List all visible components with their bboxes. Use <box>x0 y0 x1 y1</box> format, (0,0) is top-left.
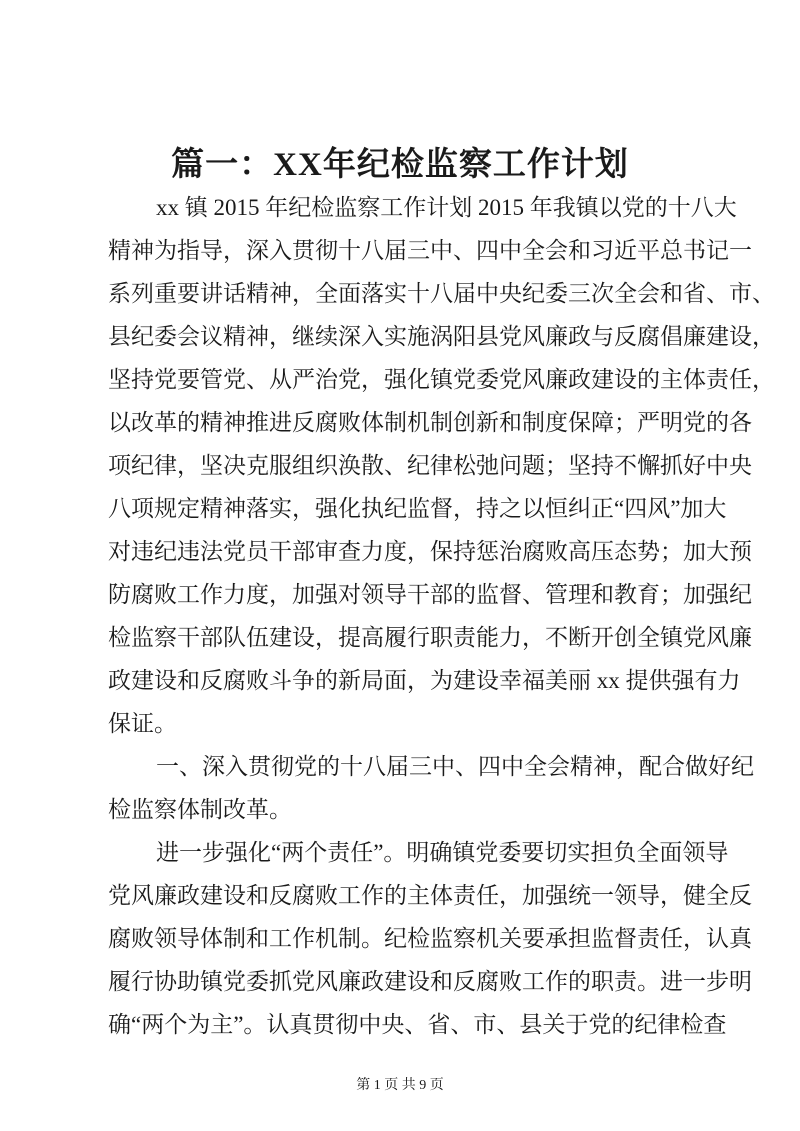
page-footer: 第 1 页 共 9 页 <box>356 1078 444 1093</box>
text-line: 党风廉政建设和反腐败工作的主体责任，加强统一领导，健全反 <box>108 883 752 908</box>
text-line: 腐败领导体制和工作机制。纪检监察机关要承担监督责任，认真 <box>108 926 752 951</box>
text-line: 检监察体制改革。 <box>108 797 292 822</box>
paragraph <box>108 749 754 835</box>
text-line: 保证。 <box>108 711 177 736</box>
text-line: 一、深入贯彻党的十八届三中、四中全会精神，配合做好纪 <box>156 754 754 779</box>
text-line: 防腐败工作力度，加强对领导干部的监督、管理和教育；加强纪 <box>108 582 752 607</box>
text-line: 县纪委会议精神，继续深入实施涡阳县党风廉政与反腐倡廉建设， <box>108 324 775 349</box>
document-body <box>108 190 775 1050</box>
text-line: 八项规定精神落实，强化执纪监督，持之以恒纠正“四风”加大 <box>108 496 727 521</box>
text-line: 系列重要讲话精神，全面落实十八届中央纪委三次全会和省、市、 <box>108 281 775 306</box>
paragraph <box>108 835 752 1050</box>
text-line: 以改革的精神推进反腐败体制机制创新和制度保障；严明党的各 <box>108 410 752 435</box>
text-line: xx 镇 2015 年纪检监察工作计划 2015 年我镇以党的十八大 <box>156 195 737 220</box>
text-line: 政建设和反腐败斗争的新局面，为建设幸福美丽 xx 提供强有力 <box>108 668 741 693</box>
text-line: 进一步强化“两个责任”。明确镇党委要切实担负全面领导 <box>156 840 729 865</box>
text-line: 精神为指导，深入贯彻十八届三中、四中全会和习近平总书记一 <box>108 238 752 263</box>
text-line: 检监察干部队伍建设，提高履行职责能力，不断开创全镇党风廉 <box>108 625 752 650</box>
text-line: 对违纪违法党员干部审查力度，保持惩治腐败高压态势；加大预 <box>108 539 752 564</box>
text-line: 坚持党要管党、从严治党，强化镇党委党风廉政建设的主体责任， <box>108 367 775 392</box>
text-line: 项纪律，坚决克服组织涣散、纪律松弛问题；坚持不懈抓好中央 <box>108 453 752 478</box>
text-line: 确“两个为主”。认真贯彻中央、省、市、县关于党的纪律检查 <box>108 1012 727 1037</box>
document-title: 篇一：XX年纪检监察工作计划 <box>171 147 629 183</box>
paragraph <box>108 190 775 749</box>
text-line: 履行协助镇党委抓党风廉政建设和反腐败工作的职责。进一步明 <box>108 969 752 994</box>
